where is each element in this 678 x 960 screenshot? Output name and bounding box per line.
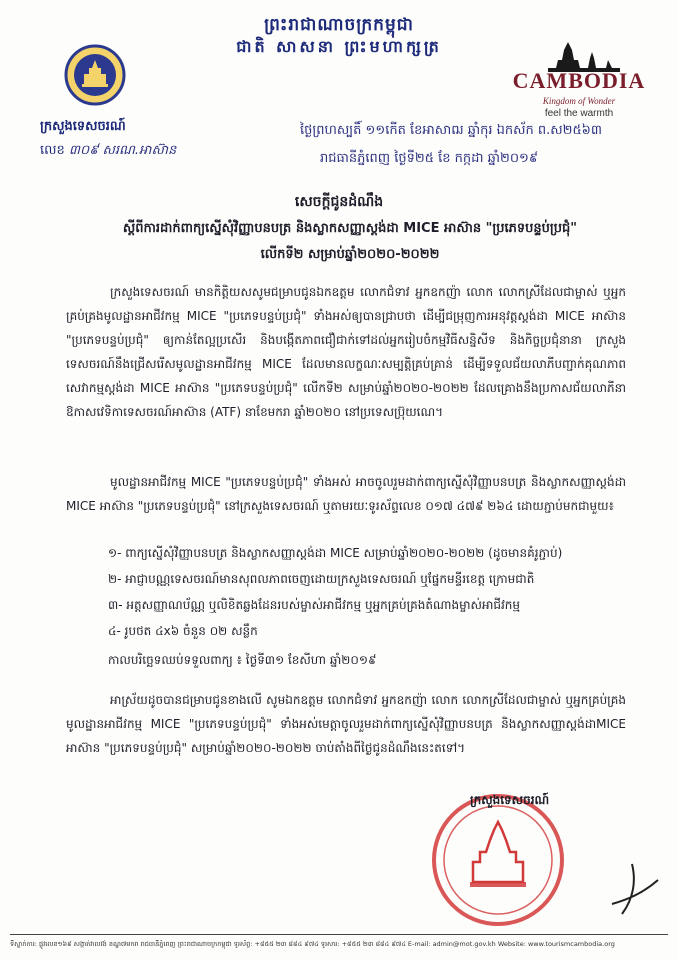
footer-divider [10, 934, 668, 935]
subject-line-2: លើកទី២ សម្រាប់ឆ្នាំ២០២០-២០២២ [260, 247, 440, 262]
attachment-list [108, 540, 628, 644]
list-item: ១- ពាក្យស្នើសុំវិញ្ញាបនបត្រ និងស្លាកសញ្ញាស្តង់ដា MICE សម្រាប់ឆ្នាំ២០២០-២០២២ (ដូចមានគំរូភ្ជាប់) [108, 546, 563, 560]
national-motto: ជាតិ សាសនា ព្រះមហាក្សត្រ [236, 37, 442, 56]
reference-prefix: លេខ [40, 143, 65, 158]
handwritten-signature [592, 860, 662, 920]
deadline-note: កាលបរិច្ឆេទឈប់ទទួលពាក្យ ៖ ថ្ងៃទី៣១ ខែសីហា ឆ្នាំ២០១៩ [108, 653, 377, 667]
solar-date: រាជធានីភ្នំពេញ ថ្ងៃទី២៥ ខែ កក្កដា ឆ្នាំ២០១៩ [320, 151, 539, 166]
ministry-name: ក្រសួងទេសចរណ៍ [40, 119, 126, 134]
list-item: ២- អាជ្ញាបណ្ណទេសចរណ៍មានសុពលភាពចេញដោយក្រសួងទេសចរណ៍ ឬផ្នែកមន្ទីរខេត្ត ក្រោមជាតិ [108, 572, 535, 586]
document-type-title: សេចក្តីជូនដំណឹង [294, 194, 384, 210]
body-paragraph-1: ក្រសួងទេសចរណ៍ មានកិត្តិយសសូមជម្រាបជូនឯកឧត្តម លោកជំទាវ អ្នកឧកញ៉ា លោក លោកស្រីដែលជាម្ចាស់ ឬអ្នកគ្រប់គ្រងមូលដ្ឋានអាជីវកម្ម MICE "ប្រភេទបន្ទប់ប្រជុំ" ទាំងអស់ឲ្យបានជ្រាបថា ដើម្បីជម្រុញការអនុវត្តស្តង់ដា MICE អាស៊ាន "ប្រភេទបន្ទប់ប្រជុំ" ឲ្យកាន់តែល្អប្រសើរ និងបង្កើតភាពជឿជាក់ទៅដល់អ្នករៀបចំកម្មវិធីសន្និសីទ និងកិច្ចប្រជុំនានា ក្រសួងទេសចរណ៍នឹងជ្រើសរើសមូលដ្ឋានអាជីវកម្ម MICE ដែលមានលក្ខណៈសម្បត្តិគ្រប់គ្រាន់ ដើម្បីទទួលជ័យលាភីបញ្ជាក់គុណភាពសេវាកម្មស្តង់ដា MICE អាស៊ាន "ប្រភេទបន្ទប់ប្រជុំ" លើកទី២ សម្រាប់ឆ្នាំ២០២០-២០២២ ដែលគ្រោងនឹងប្រកាសជ័យលាភីនាឱកាសវេទិកាទេសចរណ៍អាស៊ាន (ATF) នាខែមករា ឆ្នាំ២០២០ នៅប្រទេសប្រ៊ុយណេ។ [66, 285, 626, 419]
subject-heading [60, 216, 640, 268]
ministry-seal-logo [64, 44, 126, 106]
footer-address: ទីស្នាក់ការ: ផ្លូវលេខ១៦៩ សង្កាត់វាលវង់ ខណ្ឌ៧មករា រាជធានីភ្នំពេញ ព្រះរាជាណាចក្រកម្ពុជា ទូរស័ព្ទ: +៨៥៥ ២៣ ៨៨៤ ៩៧៤ ទូរសារ: +៨៥៥ ២៣ ៨៨៤ ៩៧៤ E-mail: admin@mot.gov.kh Website: www.tourismcambodia.org [10, 940, 615, 948]
subject-line-1: ស្តីពីការដាក់ពាក្យស្នើសុំវិញ្ញាបនបត្រ និងស្លាកសញ្ញាស្តង់ដា MICE អាស៊ាន "ប្រភេទបន្ទប់ប្រជុំ" [122, 221, 578, 236]
signer-title: ក្រសួងទេសចរណ៍ [470, 793, 550, 807]
kingdom-heading: ព្រះរាជាណាចក្រកម្ពុជា [264, 15, 414, 35]
brand-name: CAMBODIA [512, 68, 646, 93]
brand-tagline-kingdom: Kingdom of Wonder [542, 96, 616, 106]
body-paragraph-3: អាស្រ័យដូចបានជម្រាបជូនខាងលើ សូមឯកឧត្តម លោកជំទាវ អ្នកឧកញ៉ា លោក លោកស្រីដែលជាម្ចាស់ ឬអ្នកគ្រប់គ្រងមូលដ្ឋានអាជីវកម្ម MICE "ប្រភេទបន្ទប់ប្រជុំ" ទាំងអស់មេត្តាចូលរួមដាក់ពាក្យស្នើសុំវិញ្ញាបនបត្រ និងស្លាកសញ្ញាស្តង់ដាMICE អាស៊ាន "ប្រភេទបន្ទប់ប្រជុំ" សម្រាប់ឆ្នាំ២០២០-២០២២ ចាប់តាំងពីថ្ងៃជូនដំណឹងនេះតទៅ។ [66, 693, 626, 755]
brand-tagline-warmth: feel the warmth [544, 108, 614, 119]
reference-value: ៣០៩ សរណ.អាស៊ាន [68, 143, 177, 158]
official-stamp [428, 790, 568, 930]
list-item: ៤- រូបថត ៤x៦ ចំនួន ០២ សន្លឹក [108, 624, 258, 638]
list-item: ៣- អត្តសញ្ញាណប័ណ្ណ ឬលិខិតឆ្លងដែនរបស់ម្ចាស់អាជីវកម្ម ឬអ្នកគ្រប់គ្រងតំណាងម្ចាស់អាជីវកម្ម [108, 598, 521, 612]
lunar-date: ថ្ងៃព្រហស្បតិ៍ ១១កើត ខែអាសាឍ ឆ្នាំកុរ ឯកស័ក ព.ស២៥៦៣ [300, 123, 602, 138]
reference-number [40, 142, 176, 161]
body-paragraph-2: មូលដ្ឋានអាជីវកម្ម MICE "ប្រភេទបន្ទប់ប្រជុំ" ទាំងអស់ អាចចូលរួមដាក់ពាក្យស្នើសុំវិញ្ញាបនបត្រ និងស្លាកសញ្ញាស្តង់ដា MICE អាស៊ាន "ប្រភេទបន្ទប់ប្រជុំ" នៅក្រសួងទេសចរណ៍ ឬតាមរយៈទូរស័ព្ទលេខ ០១៧ ៤៧៩ ២៦៤ ដោយភ្ជាប់មកជាមួយ៖ [66, 475, 626, 513]
